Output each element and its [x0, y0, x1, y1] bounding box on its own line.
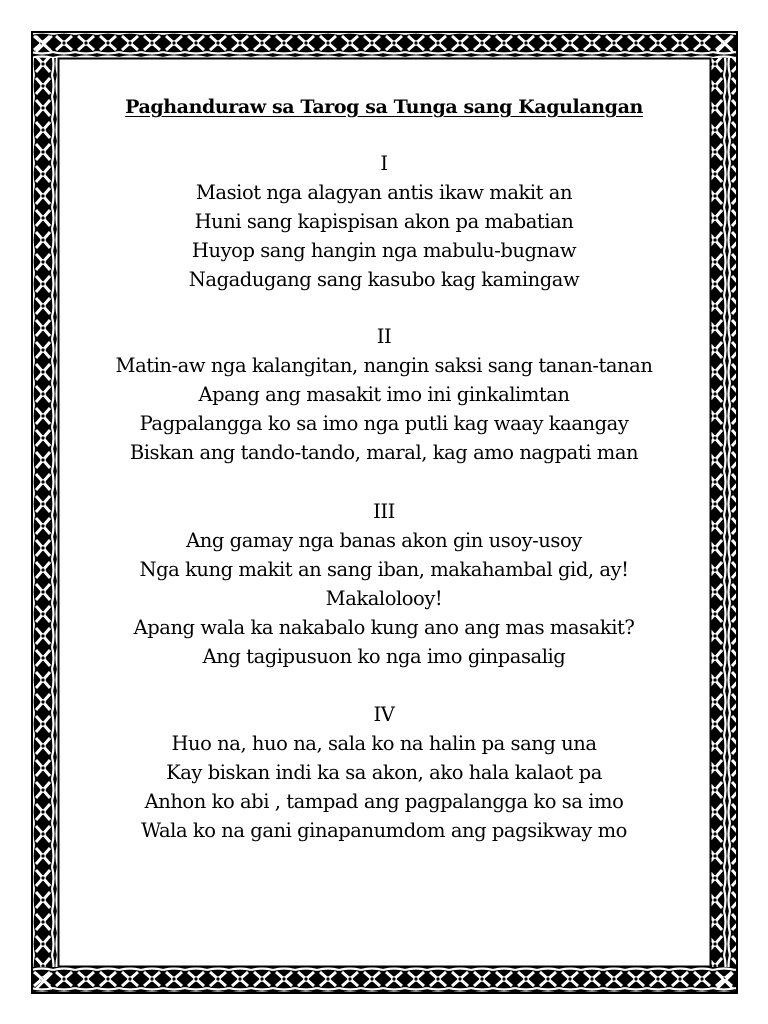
poem-line: Apang wala ka nakabalo kung ano ang mas masakit? — [133, 616, 635, 639]
poem-line: Biskan ang tando-tando, maral, kag amo nagpati man — [129, 441, 639, 464]
stanza-2 — [60, 322, 708, 467]
stanza-numeral: IV — [373, 703, 395, 726]
poem-page — [60, 60, 708, 963]
poem-line: Anhon ko abi , tampad ang pagpalangga ko sa imo — [144, 790, 624, 813]
poem-line: Ang tagipusuon ko nga imo ginpasalig — [202, 645, 566, 668]
stanza-numeral: III — [373, 500, 395, 523]
poem-line: Kay biskan indi ka sa akon, ako hala kalaot pa — [166, 761, 602, 784]
poem-line: Nga kung makit an sang iban, makahambal gid, ay! — [139, 558, 629, 581]
poem-line: Huni sang kapispisan akon pa mabatian — [194, 210, 574, 233]
stanza-3 — [60, 497, 708, 671]
poem-line: Pagpalangga ko sa imo nga putli kag waay kaangay — [139, 412, 629, 435]
poem-line: Ang gamay nga banas akon gin usoy-usoy — [186, 529, 582, 552]
poem-title: Paghanduraw sa Tarog sa Tunga sang Kagulangan — [125, 96, 643, 118]
poem-line: Masiot nga alagyan antis ikaw makit an — [195, 181, 573, 204]
stanza-numeral: I — [380, 152, 388, 175]
stanza-1 — [60, 149, 708, 294]
poem-line: Wala ko na gani ginapanumdom ang pagsikway mo — [141, 819, 627, 842]
poem-line: Makalolooy! — [325, 587, 443, 610]
poem-line: Huo na, huo na, sala ko na halin pa sang una — [171, 732, 597, 755]
stanza-numeral: II — [376, 325, 392, 348]
stanza-4 — [60, 700, 708, 845]
poem-line: Nagadugang sang kasubo kag kamingaw — [188, 268, 580, 291]
poem-line: Apang ang masakit imo ini ginkalimtan — [198, 383, 570, 406]
poem-line: Huyop sang hangin nga mabulu-bugnaw — [191, 239, 577, 262]
poem-line: Matin-aw nga kalangitan, nangin saksi sang tanan-tanan — [115, 354, 653, 377]
